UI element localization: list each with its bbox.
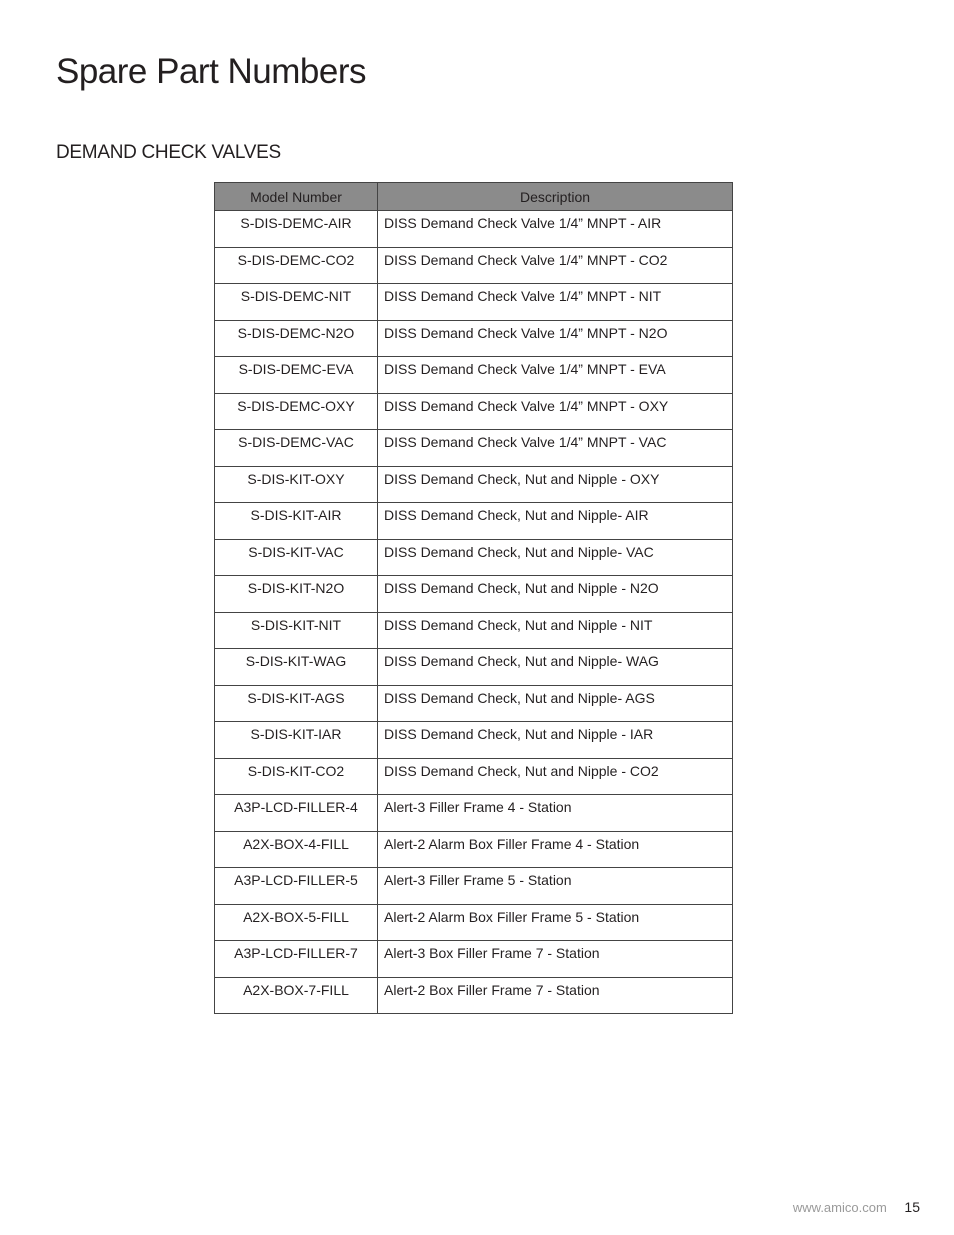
model-number-cell: A2X-BOX-7-FILL bbox=[215, 977, 378, 1014]
description-cell: DISS Demand Check Valve 1/4” MNPT - CO2 bbox=[378, 247, 733, 284]
spare-parts-table bbox=[214, 182, 733, 1014]
table-row bbox=[215, 503, 733, 540]
table-body bbox=[215, 211, 733, 1014]
description-cell: Alert-2 Alarm Box Filler Frame 4 - Station bbox=[378, 831, 733, 868]
table-row bbox=[215, 211, 733, 248]
table-header-row bbox=[215, 183, 733, 211]
table-row bbox=[215, 977, 733, 1014]
model-number-cell: S-DIS-DEMC-EVA bbox=[215, 357, 378, 394]
table-row bbox=[215, 904, 733, 941]
table-row bbox=[215, 831, 733, 868]
model-number-cell: A3P-LCD-FILLER-5 bbox=[215, 868, 378, 905]
model-number-cell: A3P-LCD-FILLER-4 bbox=[215, 795, 378, 832]
model-number-cell: S-DIS-KIT-IAR bbox=[215, 722, 378, 759]
model-number-cell: S-DIS-KIT-N2O bbox=[215, 576, 378, 613]
model-number-cell: S-DIS-KIT-AGS bbox=[215, 685, 378, 722]
model-number-cell: S-DIS-KIT-VAC bbox=[215, 539, 378, 576]
description-cell: DISS Demand Check Valve 1/4” MNPT - OXY bbox=[378, 393, 733, 430]
description-cell: DISS Demand Check Valve 1/4” MNPT - AIR bbox=[378, 211, 733, 248]
table-row bbox=[215, 868, 733, 905]
model-number-cell: S-DIS-DEMC-CO2 bbox=[215, 247, 378, 284]
table-row bbox=[215, 393, 733, 430]
table-row bbox=[215, 284, 733, 321]
table-row bbox=[215, 430, 733, 467]
model-number-cell: S-DIS-DEMC-VAC bbox=[215, 430, 378, 467]
table-row bbox=[215, 685, 733, 722]
description-cell: DISS Demand Check Valve 1/4” MNPT - EVA bbox=[378, 357, 733, 394]
column-header-description: Description bbox=[378, 183, 733, 211]
table-row bbox=[215, 795, 733, 832]
description-cell: Alert-3 Filler Frame 5 - Station bbox=[378, 868, 733, 905]
description-cell: DISS Demand Check, Nut and Nipple- AIR bbox=[378, 503, 733, 540]
description-cell: DISS Demand Check Valve 1/4” MNPT - VAC bbox=[378, 430, 733, 467]
description-cell: DISS Demand Check Valve 1/4” MNPT - NIT bbox=[378, 284, 733, 321]
table-row bbox=[215, 722, 733, 759]
page-footer bbox=[793, 1198, 920, 1217]
description-cell: DISS Demand Check, Nut and Nipple - OXY bbox=[378, 466, 733, 503]
description-cell: DISS Demand Check Valve 1/4” MNPT - N2O bbox=[378, 320, 733, 357]
model-number-cell: S-DIS-KIT-OXY bbox=[215, 466, 378, 503]
model-number-cell: S-DIS-KIT-AIR bbox=[215, 503, 378, 540]
description-cell: DISS Demand Check, Nut and Nipple - CO2 bbox=[378, 758, 733, 795]
model-number-cell: S-DIS-DEMC-AIR bbox=[215, 211, 378, 248]
model-number-cell: S-DIS-DEMC-N2O bbox=[215, 320, 378, 357]
description-cell: Alert-2 Box Filler Frame 7 - Station bbox=[378, 977, 733, 1014]
model-number-cell: A2X-BOX-5-FILL bbox=[215, 904, 378, 941]
description-cell: DISS Demand Check, Nut and Nipple- VAC bbox=[378, 539, 733, 576]
table-row bbox=[215, 612, 733, 649]
description-cell: Alert-3 Box Filler Frame 7 - Station bbox=[378, 941, 733, 978]
model-number-cell: A2X-BOX-4-FILL bbox=[215, 831, 378, 868]
description-cell: Alert-3 Filler Frame 4 - Station bbox=[378, 795, 733, 832]
model-number-cell: S-DIS-KIT-CO2 bbox=[215, 758, 378, 795]
description-cell: DISS Demand Check, Nut and Nipple- WAG bbox=[378, 649, 733, 686]
table-row bbox=[215, 539, 733, 576]
description-cell: DISS Demand Check, Nut and Nipple - NIT bbox=[378, 612, 733, 649]
table-row bbox=[215, 357, 733, 394]
page-number: 15 bbox=[904, 1199, 920, 1215]
description-cell: DISS Demand Check, Nut and Nipple- AGS bbox=[378, 685, 733, 722]
footer-url[interactable]: www.amico.com bbox=[792, 1200, 887, 1215]
page-title: Spare Part Numbers bbox=[56, 52, 367, 91]
model-number-cell: S-DIS-KIT-WAG bbox=[215, 649, 378, 686]
description-cell: DISS Demand Check, Nut and Nipple - N2O bbox=[378, 576, 733, 613]
table-row bbox=[215, 941, 733, 978]
model-number-cell: A3P-LCD-FILLER-7 bbox=[215, 941, 378, 978]
table-row bbox=[215, 247, 733, 284]
description-cell: DISS Demand Check, Nut and Nipple - IAR bbox=[378, 722, 733, 759]
column-header-model-number: Model Number bbox=[215, 183, 378, 211]
table-row bbox=[215, 576, 733, 613]
table-row bbox=[215, 466, 733, 503]
table-row bbox=[215, 649, 733, 686]
model-number-cell: S-DIS-DEMC-NIT bbox=[215, 284, 378, 321]
section-title: DEMAND CHECK VALVES bbox=[56, 142, 281, 163]
description-cell: Alert-2 Alarm Box Filler Frame 5 - Station bbox=[378, 904, 733, 941]
table-row bbox=[215, 758, 733, 795]
model-number-cell: S-DIS-KIT-NIT bbox=[215, 612, 378, 649]
table-row bbox=[215, 320, 733, 357]
model-number-cell: S-DIS-DEMC-OXY bbox=[215, 393, 378, 430]
